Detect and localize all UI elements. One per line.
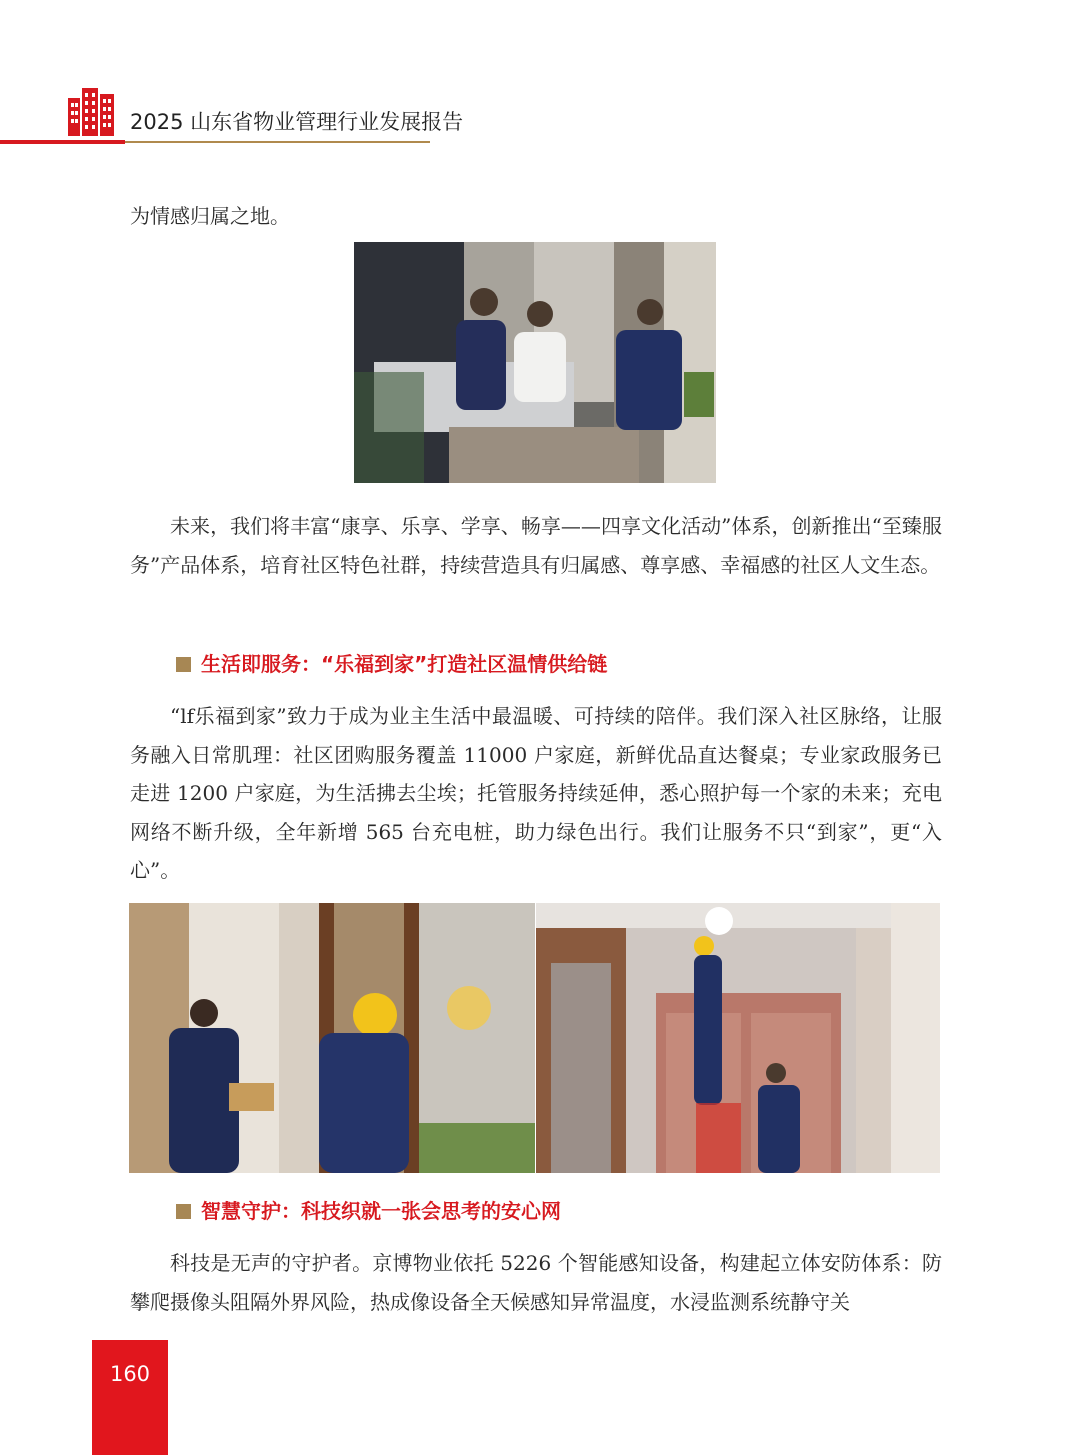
building-icon xyxy=(66,86,118,136)
paragraph-tech-guard: 科技是无声的守护者。京博物业依托 5226 个智能感知设备，构建起立体安防体系：防攀爬摄像头阻隔外界风险，热成像设备全天候感知异常温度，水浸监测系统静守关 xyxy=(130,1251,942,1314)
photo-window-inspection xyxy=(129,903,535,1173)
section-marker-icon xyxy=(176,657,191,672)
header-divider-red xyxy=(0,140,125,144)
section-heading-life-service xyxy=(176,648,607,677)
page-number-block xyxy=(92,1340,168,1455)
page-number: 160 xyxy=(109,1362,151,1386)
paragraph-future-plans: 未来，我们将丰富“康享、乐享、学享、畅享——四享文化活动”体系，创新推出“至臻服务”产品体系，培育社区特色社群，持续营造具有归属感、尊享感、幸福感的社区人文生态。 xyxy=(130,514,942,577)
report-title: 2025 山东省物业管理行业发展报告 xyxy=(130,110,464,134)
section-heading-text: 生活即服务：“乐福到家”打造社区温情供给链 xyxy=(201,652,608,676)
photo-ceiling-repair xyxy=(536,903,940,1173)
header-divider-gold xyxy=(125,141,430,143)
paragraph-lefu-service: “lf乐福到家”致力于成为业主生活中最温暖、可持续的陪伴。我们深入社区脉络，让服务融入日常肌理：社区团购服务覆盖 11000 户家庭，新鲜优品直达餐桌；专业家政服务已走进 1200 户家庭，为生活拂去尘埃；托管服务持续延伸，悉心照护每一个家的未来；充电网络不断升级，全年新增 565 台充电桩，助力绿色出行。我们让服务不只“到家”，更“入心”。 xyxy=(130,704,942,882)
photo-lounge-conversation xyxy=(354,242,716,483)
section-heading-text: 智慧守护：科技织就一张会思考的安心网 xyxy=(201,1199,561,1223)
section-heading-smart-guard xyxy=(176,1195,561,1224)
paragraph-continued: 为情感归属之地。 xyxy=(130,204,290,228)
section-marker-icon xyxy=(176,1204,191,1219)
